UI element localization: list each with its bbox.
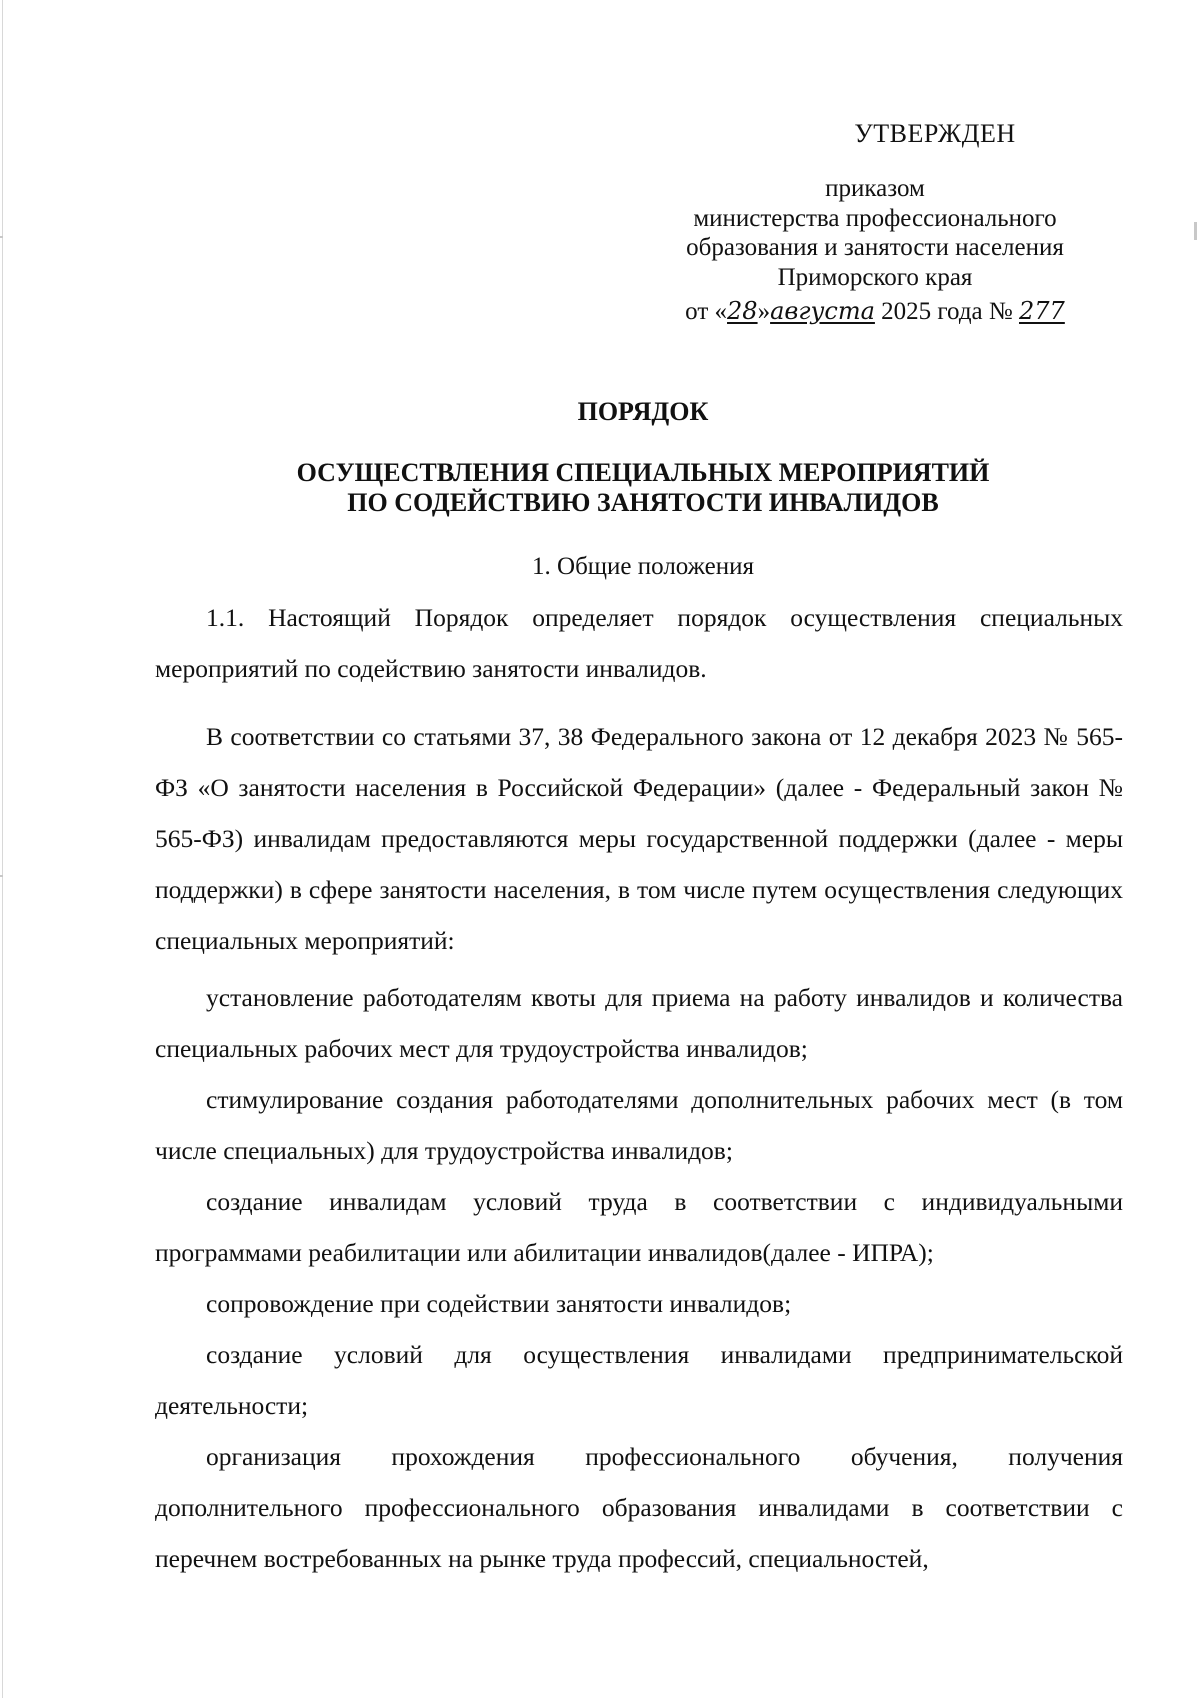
list-item: установление работодателям квоты для приема на работу инвалидов и количества специальных рабочих мест для трудоустройства инвалидов; bbox=[155, 983, 1123, 1063]
document-body bbox=[155, 592, 1123, 1584]
handwritten-month: августа bbox=[770, 297, 875, 325]
document-title: ПОРЯДОК bbox=[577, 397, 709, 426]
list-item: создание условий для осуществления инвалидами предпринимательской деятельности; bbox=[155, 1340, 1123, 1420]
approval-title: УТВЕРЖДЕН bbox=[854, 119, 1016, 148]
document-subtitle-2: ПО СОДЕЙСТВИЮ ЗАНЯТОСТИ ИНВАЛИДОВ bbox=[347, 488, 939, 517]
scan-edge bbox=[2, 0, 3, 1698]
handwritten-order-number: 277 bbox=[1019, 297, 1065, 325]
list-item: организация прохождения профессионального обучения, получения дополнительного профессионального образования инвалидами в соответствии с перечнем востребованных на рынке труда профессий, специальностей, bbox=[155, 1442, 1123, 1573]
scan-mark bbox=[1194, 222, 1197, 240]
paragraph-intro: В соответствии со статьями 37, 38 Федерального закона от 12 декабря 2023 № 565-ФЗ «О занятости населения в Российской Федерации» (далее - Федеральный закон № 565-ФЗ) инвалидам предоставляются меры государственной поддержки (далее - меры поддержки) в сфере занятости населения, в том числе путем осуществления следующих специальных мероприятий: bbox=[155, 722, 1123, 955]
section-heading: 1. Общие положения bbox=[532, 553, 754, 580]
list-item: стимулирование создания работодателями дополнительных рабочих мест (в том числе специальных) для трудоустройства инвалидов; bbox=[155, 1085, 1123, 1165]
scan-mark bbox=[0, 236, 3, 238]
list-item: создание инвалидам условий труда в соответствии с индивидуальными программами реабилитации или абилитации инвалидов(далее - ИПРА); bbox=[155, 1187, 1123, 1267]
document-subtitle-1: ОСУЩЕСТВЛЕНИЯ СПЕЦИАЛЬНЫХ МЕРОПРИЯТИЙ bbox=[296, 458, 990, 487]
approval-line-1: приказом bbox=[825, 175, 925, 202]
date-mid: » bbox=[757, 298, 771, 325]
list-item: сопровождение при содействии занятости инвалидов; bbox=[206, 1289, 792, 1318]
paragraph-1-1: 1.1. Настоящий Порядок определяет порядок осуществления специальных мероприятий по содействию занятости инвалидов. bbox=[155, 603, 1123, 683]
approval-line-4: Приморского края bbox=[777, 264, 973, 291]
date-year: 2025 года № bbox=[874, 298, 1020, 325]
date-prefix: от « bbox=[685, 298, 728, 325]
approval-line-2: министерства профессионального bbox=[693, 205, 1057, 232]
approval-line-3: образования и занятости населения bbox=[686, 234, 1064, 261]
scan-mark bbox=[0, 875, 3, 877]
handwritten-day: 28 bbox=[727, 297, 758, 325]
approval-date-line bbox=[600, 297, 1150, 326]
